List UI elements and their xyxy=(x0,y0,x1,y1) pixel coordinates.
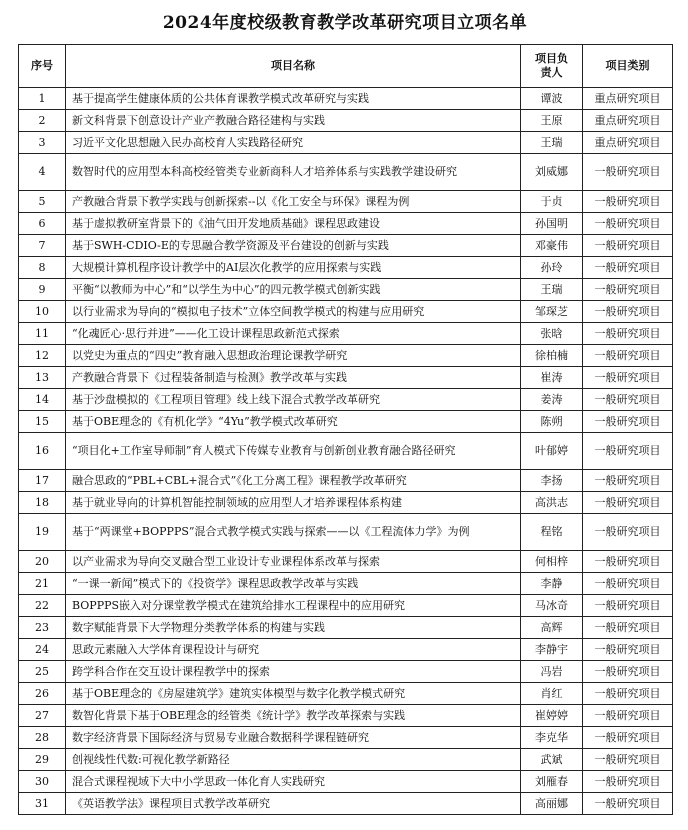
row-number: 30 xyxy=(19,771,66,793)
table-row xyxy=(19,749,673,771)
header-lead-text: 项目负责人 xyxy=(535,52,568,79)
row-number: 21 xyxy=(19,573,66,595)
project-category: 一般研究项目 xyxy=(583,411,673,433)
table-row xyxy=(19,492,673,514)
project-lead: 孙国明 xyxy=(521,213,583,235)
project-category: 一般研究项目 xyxy=(583,235,673,257)
project-category: 一般研究项目 xyxy=(583,705,673,727)
project-lead: 邹琛芝 xyxy=(521,301,583,323)
row-number: 2 xyxy=(19,110,66,132)
project-name: 基于OBE理念的《有机化学》“4Yu”教学模式改革研究 xyxy=(66,411,521,433)
table-row xyxy=(19,617,673,639)
project-lead: 刘雁春 xyxy=(521,771,583,793)
row-number: 31 xyxy=(19,793,66,815)
row-number: 15 xyxy=(19,411,66,433)
row-number: 6 xyxy=(19,213,66,235)
table-row xyxy=(19,301,673,323)
project-lead: 姜涛 xyxy=(521,389,583,411)
project-lead: 王瑞 xyxy=(521,132,583,154)
table-row xyxy=(19,727,673,749)
project-category: 一般研究项目 xyxy=(583,345,673,367)
project-name: 产教融合背景下《过程装备制造与检测》教学改革与实践 xyxy=(66,367,521,389)
row-number: 5 xyxy=(19,191,66,213)
project-name: 混合式课程视域下大中小学思政一体化育人实践研究 xyxy=(66,771,521,793)
table-row xyxy=(19,235,673,257)
project-category: 一般研究项目 xyxy=(583,389,673,411)
project-category: 一般研究项目 xyxy=(583,191,673,213)
project-lead: 崔涛 xyxy=(521,367,583,389)
project-lead: 高洪志 xyxy=(521,492,583,514)
row-number: 7 xyxy=(19,235,66,257)
project-category: 一般研究项目 xyxy=(583,301,673,323)
project-lead: 叶郁婷 xyxy=(521,433,583,470)
project-category: 一般研究项目 xyxy=(583,551,673,573)
table-row xyxy=(19,367,673,389)
row-number: 19 xyxy=(19,514,66,551)
table-row xyxy=(19,683,673,705)
table-row xyxy=(19,154,673,191)
table-row xyxy=(19,771,673,793)
row-number: 9 xyxy=(19,279,66,301)
project-lead: 程铭 xyxy=(521,514,583,551)
table-row xyxy=(19,639,673,661)
project-category: 一般研究项目 xyxy=(583,470,673,492)
row-number: 10 xyxy=(19,301,66,323)
project-category: 一般研究项目 xyxy=(583,213,673,235)
project-category: 一般研究项目 xyxy=(583,514,673,551)
table-row xyxy=(19,470,673,492)
row-number: 24 xyxy=(19,639,66,661)
row-number: 28 xyxy=(19,727,66,749)
row-number: 23 xyxy=(19,617,66,639)
project-lead: 谭波 xyxy=(521,88,583,110)
row-number: 3 xyxy=(19,132,66,154)
table-row xyxy=(19,110,673,132)
row-number: 4 xyxy=(19,154,66,191)
row-number: 22 xyxy=(19,595,66,617)
project-name: 创视线性代数:可视化教学新路径 xyxy=(66,749,521,771)
table-body xyxy=(19,88,673,815)
project-name: 《英语教学法》课程项目式教学改革研究 xyxy=(66,793,521,815)
project-name: 大规模计算机程序设计教学中的AI层次化教学的应用探索与实践 xyxy=(66,257,521,279)
project-category: 一般研究项目 xyxy=(583,492,673,514)
project-name: 基于SWH-CDIO-E的专思融合教学资源及平台建设的创新与实践 xyxy=(66,235,521,257)
project-category: 一般研究项目 xyxy=(583,639,673,661)
project-category: 一般研究项目 xyxy=(583,257,673,279)
project-name: 基于沙盘模拟的《工程项目管理》线上线下混合式教学改革研究 xyxy=(66,389,521,411)
project-lead: 徐柏楠 xyxy=(521,345,583,367)
project-lead: 孙玲 xyxy=(521,257,583,279)
project-name: 数智时代的应用型本科高校经管类专业新商科人才培养体系与实践教学建设研究 xyxy=(66,154,521,191)
table-row xyxy=(19,433,673,470)
table-row xyxy=(19,323,673,345)
project-lead: 肖红 xyxy=(521,683,583,705)
project-name: “项目化+工作室导师制”育人模式下传媒专业教育与创新创业教育融合路径研究 xyxy=(66,433,521,470)
project-lead: 王瑞 xyxy=(521,279,583,301)
project-lead: 邓豪伟 xyxy=(521,235,583,257)
table-row xyxy=(19,389,673,411)
project-name: 数字经济背景下国际经济与贸易专业融合数据科学课程链研究 xyxy=(66,727,521,749)
project-table xyxy=(18,44,673,815)
table-row xyxy=(19,411,673,433)
header-no: 序号 xyxy=(19,45,66,88)
project-name: 以党史为重点的“四史”教育融入思想政治理论课教学研究 xyxy=(66,345,521,367)
project-name: 产教融合背景下教学实践与创新探索--以《化工安全与环保》课程为例 xyxy=(66,191,521,213)
table-row xyxy=(19,595,673,617)
table-row xyxy=(19,257,673,279)
project-name: 基于虚拟教研室背景下的《油气田开发地质基础》课程思政建设 xyxy=(66,213,521,235)
project-category: 一般研究项目 xyxy=(583,617,673,639)
project-lead: 李静 xyxy=(521,573,583,595)
project-lead: 李静宇 xyxy=(521,639,583,661)
project-category: 一般研究项目 xyxy=(583,749,673,771)
project-category: 一般研究项目 xyxy=(583,323,673,345)
table-header-row xyxy=(19,45,673,88)
project-category: 一般研究项目 xyxy=(583,727,673,749)
table-row xyxy=(19,514,673,551)
project-name: 平衡“以教师为中心”和“以学生为中心”的四元教学模式创新实践 xyxy=(66,279,521,301)
project-name: 融合思政的“PBL+CBL+混合式”《化工分离工程》课程教学改革研究 xyxy=(66,470,521,492)
project-lead: 高辉 xyxy=(521,617,583,639)
project-name: 基于就业导向的计算机智能控制领域的应用型人才培养课程体系构建 xyxy=(66,492,521,514)
project-category: 一般研究项目 xyxy=(583,595,673,617)
row-number: 13 xyxy=(19,367,66,389)
table-row xyxy=(19,661,673,683)
project-category: 重点研究项目 xyxy=(583,88,673,110)
row-number: 26 xyxy=(19,683,66,705)
project-lead: 马冰奇 xyxy=(521,595,583,617)
project-name: 新文科背景下创意设计产业产教融合路径建构与实践 xyxy=(66,110,521,132)
table-row xyxy=(19,132,673,154)
project-category: 一般研究项目 xyxy=(583,683,673,705)
row-number: 29 xyxy=(19,749,66,771)
project-lead: 于贞 xyxy=(521,191,583,213)
table-row xyxy=(19,88,673,110)
project-name: BOPPPS嵌入对分课堂教学模式在建筑给排水工程课程中的应用研究 xyxy=(66,595,521,617)
project-category: 一般研究项目 xyxy=(583,367,673,389)
table-row xyxy=(19,213,673,235)
row-number: 16 xyxy=(19,433,66,470)
header-category: 项目类别 xyxy=(583,45,673,88)
project-name: 数智化背景下基于OBE理念的经管类《统计学》教学改革探索与实践 xyxy=(66,705,521,727)
row-number: 8 xyxy=(19,257,66,279)
project-lead: 刘威娜 xyxy=(521,154,583,191)
project-name: 思政元素融入大学体育课程设计与研究 xyxy=(66,639,521,661)
project-name: 习近平文化思想融入民办高校育人实践路径研究 xyxy=(66,132,521,154)
project-lead: 张晗 xyxy=(521,323,583,345)
row-number: 17 xyxy=(19,470,66,492)
project-name: 基于OBE理念的《房屋建筑学》建筑实体模型与数字化教学模式研究 xyxy=(66,683,521,705)
project-category: 一般研究项目 xyxy=(583,793,673,815)
row-number: 20 xyxy=(19,551,66,573)
project-category: 重点研究项目 xyxy=(583,110,673,132)
project-lead: 王原 xyxy=(521,110,583,132)
table-row xyxy=(19,279,673,301)
row-number: 25 xyxy=(19,661,66,683)
project-name: 基于提高学生健康体质的公共体育课教学模式改革研究与实践 xyxy=(66,88,521,110)
project-lead: 高丽娜 xyxy=(521,793,583,815)
row-number: 11 xyxy=(19,323,66,345)
row-number: 27 xyxy=(19,705,66,727)
project-name: 数字赋能背景下大学物理分类教学体系的构建与实践 xyxy=(66,617,521,639)
project-name: 以行业需求为导向的“模拟电子技术”立体空间教学模式的构建与应用研究 xyxy=(66,301,521,323)
project-lead: 冯岩 xyxy=(521,661,583,683)
project-lead: 李扬 xyxy=(521,470,583,492)
header-lead xyxy=(521,45,583,88)
table-row xyxy=(19,191,673,213)
table-row xyxy=(19,551,673,573)
table-row xyxy=(19,793,673,815)
project-lead: 李克华 xyxy=(521,727,583,749)
header-name: 项目名称 xyxy=(66,45,521,88)
row-number: 1 xyxy=(19,88,66,110)
project-name: 跨学科合作在交互设计课程教学中的探索 xyxy=(66,661,521,683)
project-lead: 崔婷婷 xyxy=(521,705,583,727)
table-row xyxy=(19,705,673,727)
project-name: 基于“两课堂+BOPPPS”混合式教学模式实践与探索——以《工程流体力学》为例 xyxy=(66,514,521,551)
project-lead: 武斌 xyxy=(521,749,583,771)
project-lead: 何相梓 xyxy=(521,551,583,573)
project-category: 一般研究项目 xyxy=(583,433,673,470)
document-title: 2024年度校级教育教学改革研究项目立项名单 xyxy=(162,13,528,33)
row-number: 18 xyxy=(19,492,66,514)
project-category: 一般研究项目 xyxy=(583,154,673,191)
project-category: 重点研究项目 xyxy=(583,132,673,154)
project-name: 以产业需求为导向交叉融合型工业设计专业课程体系改革与探索 xyxy=(66,551,521,573)
project-category: 一般研究项目 xyxy=(583,573,673,595)
row-number: 14 xyxy=(19,389,66,411)
project-category: 一般研究项目 xyxy=(583,661,673,683)
project-category: 一般研究项目 xyxy=(583,279,673,301)
table-row xyxy=(19,573,673,595)
table-row xyxy=(19,345,673,367)
row-number: 12 xyxy=(19,345,66,367)
project-lead: 陈朔 xyxy=(521,411,583,433)
project-name: “化魂匠心·思行并进”——化工设计课程思政新范式探索 xyxy=(66,323,521,345)
project-category: 一般研究项目 xyxy=(583,771,673,793)
project-name: “一课一新闻”模式下的《投资学》课程思政教学改革与实践 xyxy=(66,573,521,595)
